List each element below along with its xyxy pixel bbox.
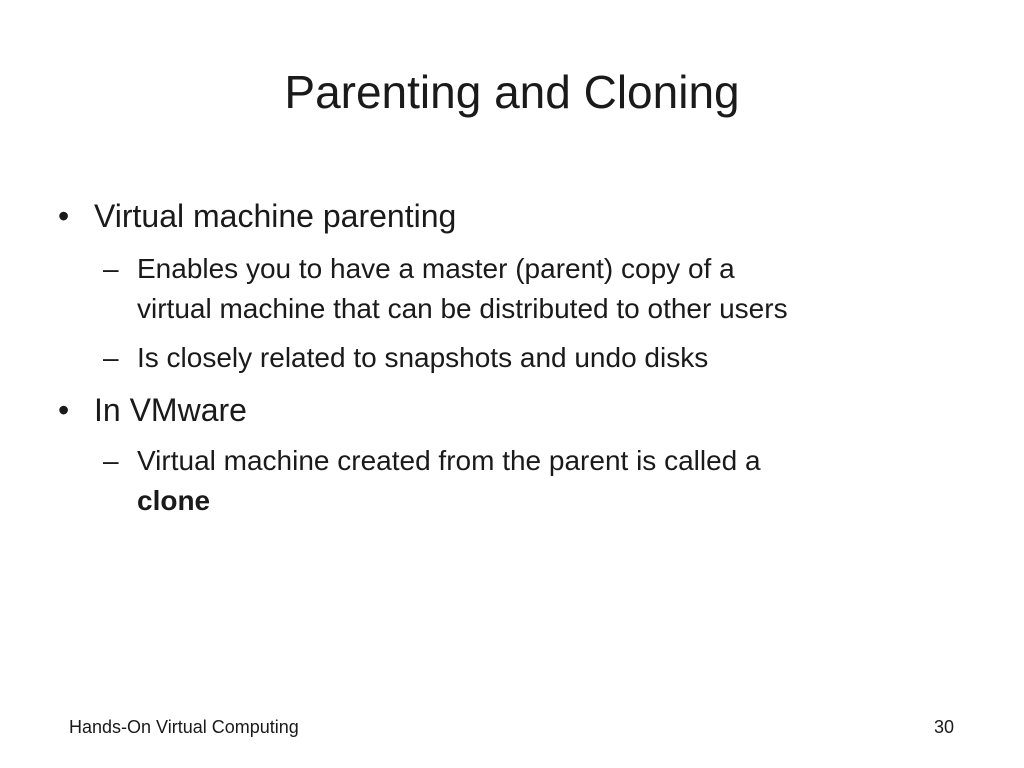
- sub-bullet-text: Is closely related to snapshots and undo disks: [137, 342, 709, 373]
- sub-bullet-marker: –: [103, 342, 119, 373]
- sub-bullet-marker: –: [103, 253, 119, 284]
- sub-bullet-text-line2: virtual machine that can be distributed to other users: [137, 293, 788, 324]
- bullet-text: In VMware: [94, 392, 247, 428]
- sub-bullet-text-line1: Virtual machine created from the parent is called a: [137, 445, 761, 476]
- bold-term-clone: clone: [137, 485, 211, 516]
- sub-bullet-text-line1: Enables you to have a master (parent) copy of a: [137, 253, 735, 284]
- sub-bullet-marker: –: [103, 445, 119, 476]
- slide-title: Parenting and Cloning: [284, 66, 740, 118]
- sub-bullet-text-line2: [137, 481, 210, 521]
- bullet-marker: •: [58, 392, 70, 428]
- bullet-text: Virtual machine parenting: [94, 198, 457, 234]
- bullet-marker: •: [58, 198, 70, 234]
- footer-course-title: Hands-On Virtual Computing: [69, 717, 299, 737]
- footer-page-number: 30: [933, 717, 954, 737]
